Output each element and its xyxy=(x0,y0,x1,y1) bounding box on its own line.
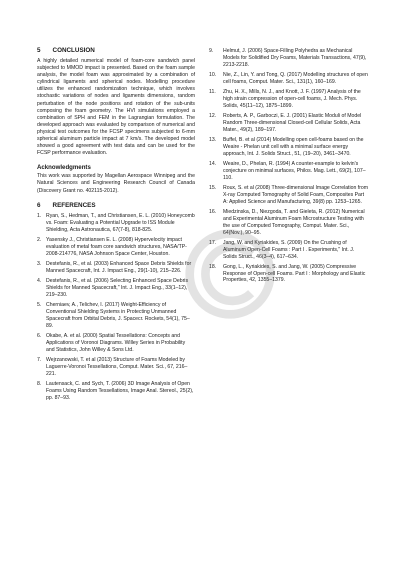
reference-item xyxy=(37,357,195,378)
left-column xyxy=(37,46,195,405)
reference-text: Yasensky J., Christiansen E. L. (2008) Hypervelocity impact evaluation of metal foam core sandwich structures, NASA/TP-2008-214776, NASA Johnson Space Center, Houston. xyxy=(46,236,187,257)
reference-text: Lautensack, C. and Sych, T. (2006) 3D Image Analysis of Open Foams Using Random Tessellations, Image Anal. Stereol., 25(2), pp. 87–93. xyxy=(46,380,194,401)
reference-item xyxy=(37,278,195,299)
reference-item xyxy=(37,261,195,275)
references-heading xyxy=(37,201,195,210)
reference-item xyxy=(37,237,195,258)
reference-text: Cherniaev, A., Telichev, I. (2017) Weight-Efficiency of Conventional Shielding Systems in Protecting Unmanned Spacecraft from Orbital Debris, J. Spacecr. Rockets, 54(1), 75–89. xyxy=(46,301,190,329)
reference-number: 7. xyxy=(37,356,42,363)
conclusion-title: CONCLUSION xyxy=(52,47,95,54)
conclusion-number: 5 xyxy=(37,47,41,54)
acknowledgments-body: This work was supported by Magellan Aerospace Winnipeg and the Natural Sciences and Engineering Research Council of Canada (Discovery Grant no. 402115-2012). xyxy=(37,173,195,194)
reference-number: 10. xyxy=(209,71,217,78)
reference-item xyxy=(209,137,369,158)
reference-number: 4. xyxy=(37,277,42,284)
reference-item xyxy=(209,161,369,182)
reference-text: Okabe, A. et al. (2000) Spatial Tessellations: Concepts and Applications of Voronoi Diagrams. Willey Series in Probability and Statistics, John Willey & Sons Ltd. xyxy=(46,332,186,353)
reference-text: Buffel, B. et al (2014) Modelling open cell-foams based on the Weaire - Phelan unit cell with a minimal surface energy approach, Int. J. Solids Struct., 51, (19–20), 3461–3470. xyxy=(223,136,364,157)
reference-item xyxy=(37,302,195,330)
reference-text: Gong, L., Kyriakides, S. and Jang, W. (2005) Compressive Response of Open-cell Foams. Part I : Morphology and Elastic Properties, 42, 1355–1379. xyxy=(223,263,366,284)
reference-number: 2. xyxy=(37,236,42,243)
references-title: REFERENCES xyxy=(52,201,96,209)
reference-number: 14. xyxy=(209,160,217,167)
reference-number: 8. xyxy=(37,380,42,387)
reference-text: Wejrzanowski, T. et al (2013) Structure of Foams Modeled by Laguerre-Voronoi Tessellations, Comput. Mater. Sci., 67, 216–221. xyxy=(46,356,188,377)
reference-item xyxy=(209,113,369,134)
references-list-left xyxy=(37,213,195,402)
reference-text: Zhu, H. X., Mills, N. J., and Knott, J. F. (1997) Analysis of the high strain compression of open-cell foams, J. Mech. Phys. Solids, 45(11–12), 1875–1899. xyxy=(223,88,361,109)
reference-item xyxy=(209,72,369,86)
reference-text: Ryan, S., Hedman, T., and Christiansen, E. L. (2010) Honeycomb vs. Foam: Evaluating a Potential Upgrade to ISS Module Shielding, Acta Astronautica, 67(7-8), 818-825. xyxy=(46,212,195,233)
reference-text: Nie, Z., Lin, Y. and Tong, Q. (2017) Modelling structures of open cell foams, Comput. Mater. Sci., 131(1), 160–169. xyxy=(223,71,368,85)
reference-item xyxy=(37,333,195,354)
reference-item xyxy=(209,48,369,69)
reference-number: 5. xyxy=(37,301,42,308)
reference-number: 17. xyxy=(209,239,217,246)
reference-item xyxy=(37,381,195,402)
reference-number: 15. xyxy=(209,184,217,191)
reference-text: Roberts, A. P., Garboczi, E. J. (2001) Elastic Moduli of Model Random Three-dimensional Closed-cell Cellular Solids, Acta Mater., 49(2), 189–197. xyxy=(223,112,362,133)
watermark-logo-icon xyxy=(182,226,278,322)
acknowledgments-heading: Acknowledgments xyxy=(37,164,91,172)
reference-text: Miedzinska, D., Niezgoda, T. and Gieleta, R. (2012) Numerical and Experimental Aluminum Foam Microstructure Testing with the use of Computed Tomography, Comput. Mater. Sci., 64(Nov.), 90–95. xyxy=(223,208,365,236)
conclusion-body: A highly detailed numerical model of foam-core sandwich panel subjected to MMOD impact is presented. Based on the foam sample analysis, the model foam was approximated by a combination of cylindrical ligaments and spherical nodes. Modelling procedure utilizes the enhanced randomization technique, which involves stochastic variations of nodes and ligaments dimensions, random perturbation of the node positions and rotation of the sub-units composing the foam geometry. The HVI simulations employed a combination of SPH and FEM in the Lagrangian formulation. The developed approach was evaluated by comparison of numerical and physical test outcomes for the FCSP specimens subjected to 6-mm spherical aluminum particle impact at 7 km/s. The developed model showed a good agreement with test data and can be used for the FCSP performance evaluation. xyxy=(37,58,195,157)
reference-number: 16. xyxy=(209,208,217,215)
reference-text: Roux, S. et al (2008) Three-dimensional Image Correlation from X-ray Computed Tomography of Solid Foam, Composites Part A: Applied Science and Manufacturing, 39(8) pp. 1253–1265. xyxy=(223,184,369,205)
reference-number: 9. xyxy=(209,48,214,54)
reference-text: Helmut, J. (2006) Space-Filling Polyhedra as Mechanical Models for Solidified Dry Foams, Materials Transactions, 47(9), 2213-2218. xyxy=(223,48,367,68)
reference-text: Jang, W. and Kyriakides, S. (2009) On the Crushing of Aluminum Open-Cell Foams : Part I . Experiments," Int. J. Solids Struct., 46(3–4), 617–634. xyxy=(223,239,355,260)
reference-item xyxy=(209,185,369,206)
reference-number: 1. xyxy=(37,212,42,219)
conclusion-heading xyxy=(37,46,195,55)
reference-number: 11. xyxy=(209,88,216,95)
reference-text: Destefanis, R., et al. (2006) Selecting Enhanced Space Debris Shields for Manned Spacecraft," Int. J. Impact Eng., 33(1–12), 219–230. xyxy=(46,277,189,298)
reference-number: 18. xyxy=(209,263,217,270)
reference-text: Weaire, D., Phelan, R. (1994) A counter-example to kelvin's conjecture on minimal surfaces, Philos. Mag. Lett., 69(2), 107–110. xyxy=(223,160,366,181)
reference-item xyxy=(209,89,369,110)
reference-item xyxy=(37,213,195,234)
reference-number: 12. xyxy=(209,112,217,119)
reference-number: 13. xyxy=(209,136,217,143)
reference-number: 3. xyxy=(37,260,42,267)
reference-number: 6. xyxy=(37,332,42,339)
reference-text: Destefanis, R., et al. (2003) Enhanced Space Debris Shields for Manned Spacecraft, Int. J. Impact Eng., 29(1-10), 215–226. xyxy=(46,260,192,274)
references-number: 6 xyxy=(37,201,41,209)
